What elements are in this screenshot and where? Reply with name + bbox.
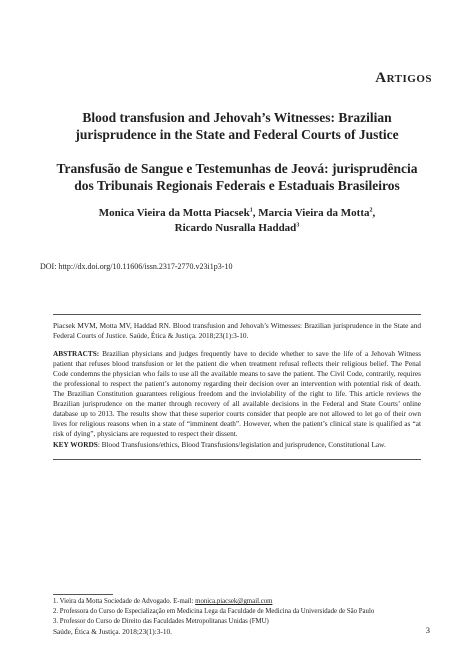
footnote-text: 2. Professora do Curso de Especialização em Medicina Lega da Faculdade de Medicina da Universidade de São Paulo [53,608,375,615]
footnote-2 [53,607,433,617]
title-pt-line2: dos Tribunais Regionais Federais e Estaduais Brasileiros [74,178,400,193]
title-en-line1: Blood transfusion and Jehovah’s Witnesses: Brazilian [82,110,392,125]
abstract-top-divider [53,314,421,315]
authors-line1: Monica Vieira da Motta Piacsek$^1$, Marcia Vieira da Motta$^2$, [98,207,376,219]
section-label: Artigos [375,70,432,86]
keywords-text: : Blood Transfusions/ethics, Blood Transfusions/legislation and jurisprudence, Constitutional Law. [97,440,386,449]
footnote-divider [53,594,113,595]
author-name: Ricardo Nusralla Haddad [174,222,297,234]
footnote-email-link[interactable]: monica.piacsek@gmail.com [195,598,273,605]
author-name: Marcia Vieira da Motta [258,207,370,219]
abstract-text: Brazilian physicians and judges frequently have to decide whether to save the life of a Jehovah Witness patient that refuses blood transfusion or let the patient die when treatment refusal reflects their religious belief. The Penal Code condemns the physician who fails to use all the available means to save the patient. The Civil Code, contrarily, requires the professional to respect the patient’s autonomy regarding their decision over an intervention with potential risk of death. The Brazilian Constitution guarantees religious freedom and the inviolability of the right to life. This article reviews the Brazilian jurisprudence on the matter through recovery of all available decisions in the Federal and State Courts’ online database up to 2013. The results show that these superior courts consider that people are not allowed to let go of their own lives for religious reasons when in a state of “imminent death”. However, when the patient’s clinical state is qualified as “at risk of dying”, physicians are requested to respect their dissent. [53,349,422,438]
abstract-paragraph [53,349,421,439]
title-pt-line1: Transfusão de Sangue e Testemunhas de Jeová: jurisprudência [56,161,418,176]
footnote-text: 3. Professor do Curso de Direito das Faculdades Metropolitanas Unidas (FMU) [53,618,269,625]
authors-line2 [40,221,434,236]
abstract-bottom-divider [53,459,421,460]
citation-text: Piacsek MVM, Motta MV, Haddad RN. Blood transfusion and Jehovah’s Witnesses: Brazilian jurisprudence in the State and Federal Courts of Justice. Saúde, Ética & Justiça. 2018;23(1):3-10. [53,321,421,340]
keywords-label: KEY WORDS [53,440,98,449]
footnote-text: 1. Vieira da Motta Sociedade de Advogado. E-mail: [53,598,196,605]
article-title-english [40,109,434,143]
keywords-paragraph [53,440,421,450]
author-affiliation-marker: 1 [249,207,253,214]
page-number: 3 [425,625,430,635]
author-name: Monica Vieira da Motta Piacsek [98,207,250,219]
footnotes [53,597,433,627]
author-affiliation-marker: 2 [369,207,373,214]
author-affiliation-marker: 3 [296,222,300,229]
doi-link[interactable]: DOI: http://dx.doi.org/10.11606/issn.2317-2770.v23i1p3-10 [40,262,233,271]
abstract-label: ABSTRACTS: [53,349,100,358]
article-title-portuguese [40,160,434,194]
author-list [40,206,434,236]
footnote-3 [53,617,433,627]
title-en-line2: jurisprudence in the State and Federal Courts of Justice [75,127,399,142]
footnote-1 [53,597,433,607]
journal-footer: Saúde, Ética & Justiça. 2018;23(1):3-10. [53,627,172,636]
